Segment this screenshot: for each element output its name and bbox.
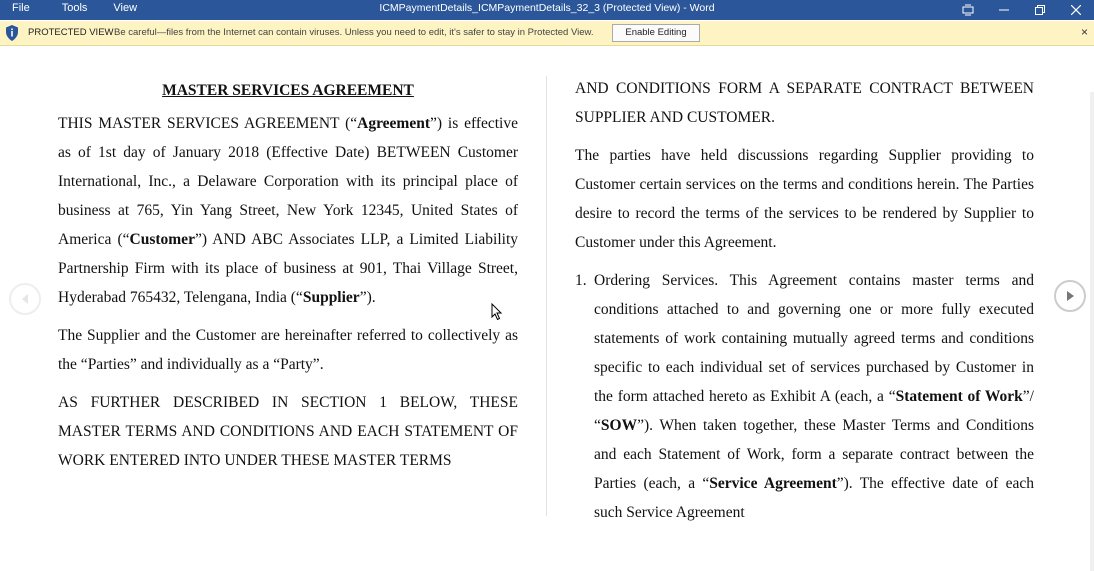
text-run: THIS MASTER SERVICES AGREEMENT (“ [58, 115, 358, 132]
text-run: ”). The effective date of each such Service Agreement [594, 475, 1034, 521]
text-run: ”) AND ABC Associates LLP, a Limited Liability Partnership Firm with its place of business at 901, Thai Village Street, Hyderabad 765432, Telengana, India (“ [58, 231, 518, 306]
next-page-button[interactable] [1054, 280, 1086, 312]
bold-term: Agreement [357, 115, 431, 132]
caps-paragraph: AS FURTHER DESCRIBED IN SECTION 1 BELOW, THESE MASTER TERMS AND CONDITIONS AND EACH STATEMENT OF WORK ENTERED INTO UNDER THESE MASTER TERMS [58, 394, 518, 469]
text-run: ”/ “ [594, 388, 1034, 434]
menu-bar [12, 0, 163, 20]
shield-icon [5, 25, 19, 41]
previous-page-button[interactable] [9, 283, 41, 315]
chevron-left-icon [20, 293, 30, 305]
agreement-heading: MASTER SERVICES AGREEMENT [162, 82, 414, 99]
title-bar [0, 0, 1094, 20]
vertical-scrollbar[interactable] [1090, 92, 1094, 571]
menu-tools[interactable]: Tools [61, 2, 88, 14]
protected-view-message: Be careful—files from the Internet can contain viruses. Unless you need to edit, it's safer to stay in Protected View. [114, 27, 594, 38]
menu-file[interactable]: File [12, 2, 30, 14]
parties-paragraph: The Supplier and the Customer are hereinafter referred to collectively as the “Parties” and individually as a “Party”. [58, 327, 518, 373]
window-title: ICMPaymentDetails_ICMPaymentDetails_32_3 (Protected View) - Word [379, 2, 715, 14]
intro-paragraph [58, 109, 518, 312]
list-item [575, 266, 1034, 527]
column-divider [546, 76, 547, 516]
caps-paragraph-continued: AND CONDITIONS FORM A SEPARATE CONTRACT BETWEEN SUPPLIER AND CUSTOMER. [575, 80, 1034, 126]
close-icon[interactable] [1058, 0, 1094, 20]
left-column [58, 76, 518, 484]
text-run: ”). When taken together, these Master Terms and Conditions and each Statement of Work, form a separate contract between the Parties (each, a “ [594, 417, 1034, 492]
mouse-cursor-icon [491, 303, 503, 321]
discussion-paragraph: The parties have held discussions regarding Supplier providing to Customer certain services on the terms and conditions herein. The Parties desire to record the terms of the services to be rendered by Supplier to Customer under this Agreement. [575, 147, 1034, 251]
enable-editing-button[interactable]: Enable Editing [612, 24, 700, 42]
right-column [575, 74, 1034, 527]
bold-term: Service Agreement [709, 475, 837, 492]
bold-term: Statement of Work [895, 388, 1023, 405]
maximize-icon[interactable] [1022, 0, 1058, 20]
restore-ribbon-icon[interactable] [950, 0, 986, 20]
text-run: ”). [359, 289, 376, 306]
close-bar-icon[interactable]: × [1080, 25, 1088, 39]
list-number: 1. [575, 272, 587, 289]
bold-term: Supplier [302, 289, 360, 306]
play-right-icon [1065, 290, 1075, 302]
window-controls [950, 0, 1094, 20]
bold-term: Customer [129, 231, 195, 248]
protected-view-bar [0, 21, 1094, 46]
protected-view-label: PROTECTED VIEW [28, 27, 114, 38]
bold-term: SOW [600, 417, 638, 434]
text-run: ”) is effective as of 1st day of January 2018 (Effective Date) BETWEEN Customer International, Inc., a Delaware Corporation with its principal place of business at 765, Yin Yang Street, New York 12345, United States of America (“ [58, 115, 518, 248]
text-run: Ordering Services. This Agreement contains master terms and conditions attached to and governing one or more fully executed statements of work containing mutually agreed terms and conditions specific to each individual set of services purchased by Customer in the form attached hereto as Exhibit A (each, a “ [594, 272, 1034, 405]
document-page [0, 46, 1094, 525]
menu-view[interactable]: View [113, 2, 138, 14]
minimize-icon[interactable] [986, 0, 1022, 20]
